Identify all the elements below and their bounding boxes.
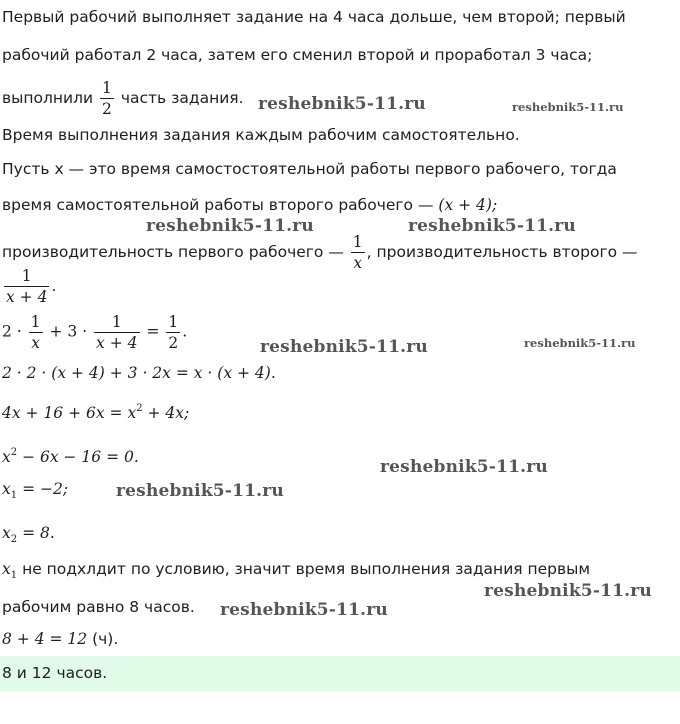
watermark: reshebnik5-11.ru: [146, 216, 314, 236]
conclusion-line-2: рабочим равно 8 часов.: [2, 598, 195, 616]
math: =: [146, 322, 160, 341]
fraction-1-over-x-plus-4: $\frac{1}{x + 4}$: [6, 267, 48, 306]
math: x: [2, 524, 11, 542]
solution-line-3: [2, 232, 638, 273]
problem-line-2: рабочий работал 2 часа, затем его сменил второй и проработал 3 часа;: [2, 46, 593, 64]
fraction: $\frac{1}{2}$: [168, 313, 179, 352]
watermark: reshebnik5-11.ru: [408, 216, 576, 236]
watermark: reshebnik5-11.ru: [380, 457, 548, 477]
equation-1: 2 · $\frac{1}{x}$ + 3 · $\frac{1}{x + 4}$ = $\frac{1}{2}$ .: [2, 313, 188, 352]
math: 2 ·: [2, 322, 22, 341]
math: (x + 4);: [438, 196, 498, 214]
problem-text: выполнили: [2, 89, 94, 107]
math: = −2;: [22, 480, 69, 498]
solution-line-4: $\frac{1}{x + 4}$ .: [6, 267, 57, 306]
root-x2: $x_2 = 8$.: [2, 524, 55, 545]
text: не подхлдит по условию, значит время выполнения задания первым: [22, 560, 591, 578]
watermark: reshebnik5-11.ru: [524, 336, 636, 350]
math: + 3 ·: [49, 322, 88, 341]
equation-4: $x^2 - 6x - 16 = 0$.: [2, 447, 139, 466]
equation-2: 2 · 2 · (x + 4) + 3 · 2x = x · (x + 4).: [2, 364, 276, 382]
watermark: reshebnik5-11.ru: [116, 481, 284, 501]
watermark: reshebnik5-11.ru: [512, 100, 624, 114]
conclusion-line-1: $x_1$ не подхлдит по условию, значит время выполнения задания первым: [2, 560, 591, 581]
watermark: reshebnik5-11.ru: [260, 337, 428, 357]
fraction: $\frac{1}{x + 4}$: [96, 313, 138, 352]
answer-text: 8 и 12 часов.: [2, 664, 108, 682]
math: 4x + 16 + 6x = x: [2, 404, 137, 422]
problem-line-3: [2, 78, 244, 119]
text: время самостоятельной работы второго рабочего —: [2, 196, 434, 214]
solution-line-2: [2, 194, 497, 216]
problem-line-1: Первый рабочий выполняет задание на 4 часа дольше, чем второй; первый: [2, 8, 626, 26]
question-line: Время выполнения задания каждым рабочим самостоятельно.: [2, 126, 520, 144]
watermark: reshebnik5-11.ru: [484, 581, 652, 601]
solution-line-1: Пусть x — это время самостостоятельной работы первого рабочего, тогда: [2, 160, 617, 178]
answer-box: [0, 656, 680, 691]
watermark: reshebnik5-11.ru: [258, 94, 426, 114]
text: (ч).: [92, 630, 119, 648]
text: производительность первого рабочего —: [2, 243, 344, 261]
math: − 6x − 16 = 0.: [22, 448, 139, 466]
watermark: reshebnik5-11.ru: [220, 600, 388, 620]
math: = 8.: [22, 524, 55, 542]
problem-text: часть задания.: [120, 89, 244, 107]
math: 8 + 4 = 12: [2, 630, 88, 648]
math: x: [2, 480, 11, 498]
fraction-half: $\frac{1}{2}$: [102, 79, 112, 118]
math: x: [2, 448, 11, 466]
text: , производительность второго —: [366, 243, 638, 261]
root-x1: $x_1 = -2$;: [2, 480, 69, 501]
equation-3: $4x + 16 + 6x = x^2 + 4x$;: [2, 403, 190, 422]
conclusion-line-3: [2, 628, 118, 650]
fraction-1-over-x: $\frac{1}{x}$: [352, 233, 363, 272]
math: x: [2, 560, 11, 578]
fraction: $\frac{1}{x}$: [30, 313, 41, 352]
math: + 4x;: [147, 404, 190, 422]
